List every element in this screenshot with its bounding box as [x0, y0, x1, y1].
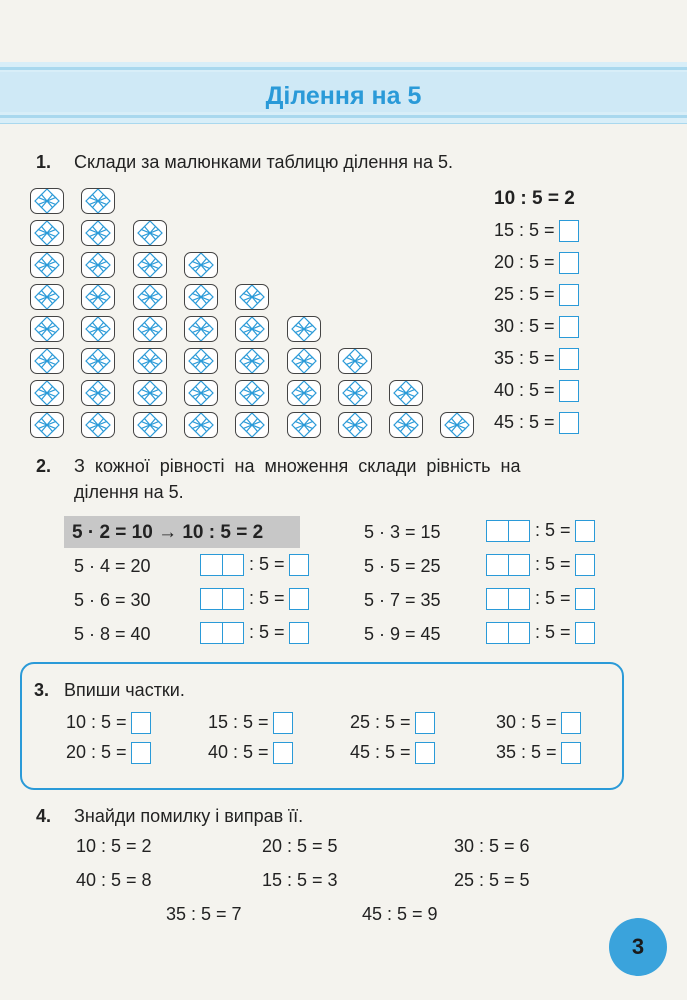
ex2-right-answer	[486, 554, 595, 576]
ex2-divisor: : 5 =	[249, 622, 285, 642]
tile	[184, 348, 218, 374]
ex2-example: 5 · 2 = 10 → 10 : 5 = 2	[72, 522, 264, 543]
tile	[184, 252, 218, 278]
ex2-left-equation: 5 · 6 = 30	[74, 590, 151, 610]
dividend-box[interactable]	[200, 622, 244, 644]
answer-box[interactable]	[559, 284, 579, 306]
tile	[133, 348, 167, 374]
tile	[338, 380, 372, 406]
ex3-item	[496, 712, 581, 734]
ex2-right-answer	[486, 622, 595, 644]
ex2-right-row	[364, 556, 441, 577]
ex1-row-text: 40 : 5 =	[494, 380, 555, 400]
ex2-left-row	[74, 590, 151, 611]
tile	[338, 348, 372, 374]
ex1-number: 1.	[36, 152, 52, 172]
ex2-right-row	[364, 590, 441, 611]
ex1-row	[494, 220, 579, 242]
ex2-left-answer	[200, 588, 309, 610]
tile	[235, 316, 269, 342]
ex2-number: 2.	[36, 456, 52, 476]
dividend-box[interactable]	[486, 520, 530, 542]
ex1-example: 10 : 5 = 2	[494, 188, 575, 209]
ex2-divisor: : 5 =	[535, 554, 571, 574]
ex3-equation: 15 : 5 =	[208, 712, 269, 732]
tile	[30, 252, 64, 278]
tile	[287, 348, 321, 374]
answer-box[interactable]	[273, 712, 293, 734]
ex2-divisor: : 5 =	[535, 588, 571, 608]
tile	[133, 252, 167, 278]
tile	[81, 188, 115, 214]
tile	[133, 220, 167, 246]
ex1-row	[494, 412, 579, 434]
answer-box[interactable]	[575, 554, 595, 576]
ex1-row-text: 25 : 5 =	[494, 284, 555, 304]
ex4-number: 4.	[36, 806, 52, 826]
ex3-equation: 25 : 5 =	[350, 712, 411, 732]
tile	[30, 348, 64, 374]
answer-box[interactable]	[415, 742, 435, 764]
ex3-number: 3.	[34, 680, 50, 700]
ex2-right-equation: 5 · 5 = 25	[364, 556, 441, 576]
page-title: Ділення на 5	[265, 82, 422, 110]
answer-box[interactable]	[289, 588, 309, 610]
ex3-item	[350, 742, 435, 764]
ex2-left-equation: 5 · 4 = 20	[74, 556, 151, 576]
answer-box[interactable]	[559, 348, 579, 370]
ex3-equation: 10 : 5 =	[66, 712, 127, 732]
tile	[440, 412, 474, 438]
ex1-row-text: 45 : 5 =	[494, 412, 555, 432]
tile	[30, 188, 64, 214]
tile	[338, 412, 372, 438]
tile	[235, 284, 269, 310]
answer-box[interactable]	[559, 252, 579, 274]
tile	[184, 412, 218, 438]
ex2-divisor: : 5 =	[249, 554, 285, 574]
answer-box[interactable]	[289, 622, 309, 644]
ex4-equation: 25 : 5 = 5	[454, 870, 530, 890]
answer-box[interactable]	[131, 742, 151, 764]
tile	[133, 412, 167, 438]
tile	[30, 412, 64, 438]
ex2-right-equation: 5 · 3 = 15	[364, 522, 441, 542]
tile	[30, 220, 64, 246]
ex3-item	[208, 742, 293, 764]
tile	[184, 316, 218, 342]
tile	[235, 412, 269, 438]
answer-box[interactable]	[559, 380, 579, 402]
ex4-instruction: Знайди помилку і виправ її.	[74, 806, 304, 826]
ex3-item	[66, 712, 151, 734]
ex1-row-text: 20 : 5 =	[494, 252, 555, 272]
ex1-row	[494, 380, 579, 402]
tile	[81, 380, 115, 406]
tile	[81, 412, 115, 438]
tile	[30, 284, 64, 310]
tile	[81, 220, 115, 246]
ex2-instruction-line2: ділення на 5.	[74, 482, 184, 502]
ex4-equation: 20 : 5 = 5	[262, 836, 338, 856]
tile	[81, 284, 115, 310]
ex4-equation: 40 : 5 = 8	[76, 870, 152, 890]
ex2-instruction-line1: З кожної рівності на множення склади рівність на	[74, 456, 521, 476]
page-number: 3	[609, 918, 667, 976]
answer-box[interactable]	[575, 520, 595, 542]
dividend-box[interactable]	[200, 554, 244, 576]
dividend-box[interactable]	[486, 554, 530, 576]
answer-box[interactable]	[559, 220, 579, 242]
ex3-item	[208, 712, 293, 734]
tile	[81, 252, 115, 278]
answer-box[interactable]	[559, 412, 579, 434]
tile	[287, 316, 321, 342]
ex4-equation: 15 : 5 = 3	[262, 870, 338, 890]
tile	[81, 316, 115, 342]
tile	[81, 348, 115, 374]
ex3-equation: 35 : 5 =	[496, 742, 557, 762]
tile	[30, 316, 64, 342]
answer-box[interactable]	[575, 588, 595, 610]
dividend-box[interactable]	[486, 622, 530, 644]
ex2-left-equation: 5 · 8 = 40	[74, 624, 151, 644]
tile	[235, 380, 269, 406]
ex4-equation: 35 : 5 = 7	[166, 904, 242, 924]
ex2-left-answer	[200, 554, 309, 576]
ex2-right-answer	[486, 588, 595, 610]
ex2-right-row	[364, 624, 441, 645]
ex3-equation: 30 : 5 =	[496, 712, 557, 732]
dividend-box[interactable]	[200, 588, 244, 610]
tile	[287, 380, 321, 406]
ex1-row-text: 30 : 5 =	[494, 316, 555, 336]
ex4-equation: 30 : 5 = 6	[454, 836, 530, 856]
answer-box[interactable]	[561, 742, 581, 764]
ex3-equation: 20 : 5 =	[66, 742, 127, 762]
ex2-right-equation: 5 · 7 = 35	[364, 590, 441, 610]
tile	[235, 348, 269, 374]
ex2-divisor: : 5 =	[535, 622, 571, 642]
ex1-row	[494, 284, 579, 306]
answer-box[interactable]	[273, 742, 293, 764]
tile	[389, 380, 423, 406]
ex3-item	[496, 742, 581, 764]
answer-box[interactable]	[415, 712, 435, 734]
answer-box[interactable]	[559, 316, 579, 338]
answer-box[interactable]	[289, 554, 309, 576]
answer-box[interactable]	[131, 712, 151, 734]
ex2-right-equation: 5 · 9 = 45	[364, 624, 441, 644]
tile	[184, 380, 218, 406]
ex3-item	[66, 742, 151, 764]
ex4-equation: 10 : 5 = 2	[76, 836, 152, 856]
ex2-right-row	[364, 522, 441, 543]
ex1-row	[494, 348, 579, 370]
ex1-instruction: Склади за малюнками таблицю ділення на 5.	[74, 152, 453, 172]
ex2-left-answer	[200, 622, 309, 644]
answer-box[interactable]	[575, 622, 595, 644]
tile	[133, 380, 167, 406]
ex2-left-row	[74, 624, 151, 645]
ex2-left-row	[74, 556, 151, 577]
tile	[287, 412, 321, 438]
ex2-right-answer	[486, 520, 595, 542]
ex3-equation: 45 : 5 =	[350, 742, 411, 762]
ex1-row-text: 35 : 5 =	[494, 348, 555, 368]
ex2-divisor: : 5 =	[249, 588, 285, 608]
tile	[184, 284, 218, 310]
ex3-item	[350, 712, 435, 734]
ex2-divisor: : 5 =	[535, 520, 571, 540]
tile	[133, 284, 167, 310]
ex1-row	[494, 316, 579, 338]
tile	[133, 316, 167, 342]
ex3-instruction: Впиши частки.	[64, 680, 185, 700]
answer-box[interactable]	[561, 712, 581, 734]
tile	[30, 380, 64, 406]
ex1-row	[494, 252, 579, 274]
ex3-equation: 40 : 5 =	[208, 742, 269, 762]
tile	[389, 412, 423, 438]
dividend-box[interactable]	[486, 588, 530, 610]
ex4-equation: 45 : 5 = 9	[362, 904, 438, 924]
ex1-row-text: 15 : 5 =	[494, 220, 555, 240]
